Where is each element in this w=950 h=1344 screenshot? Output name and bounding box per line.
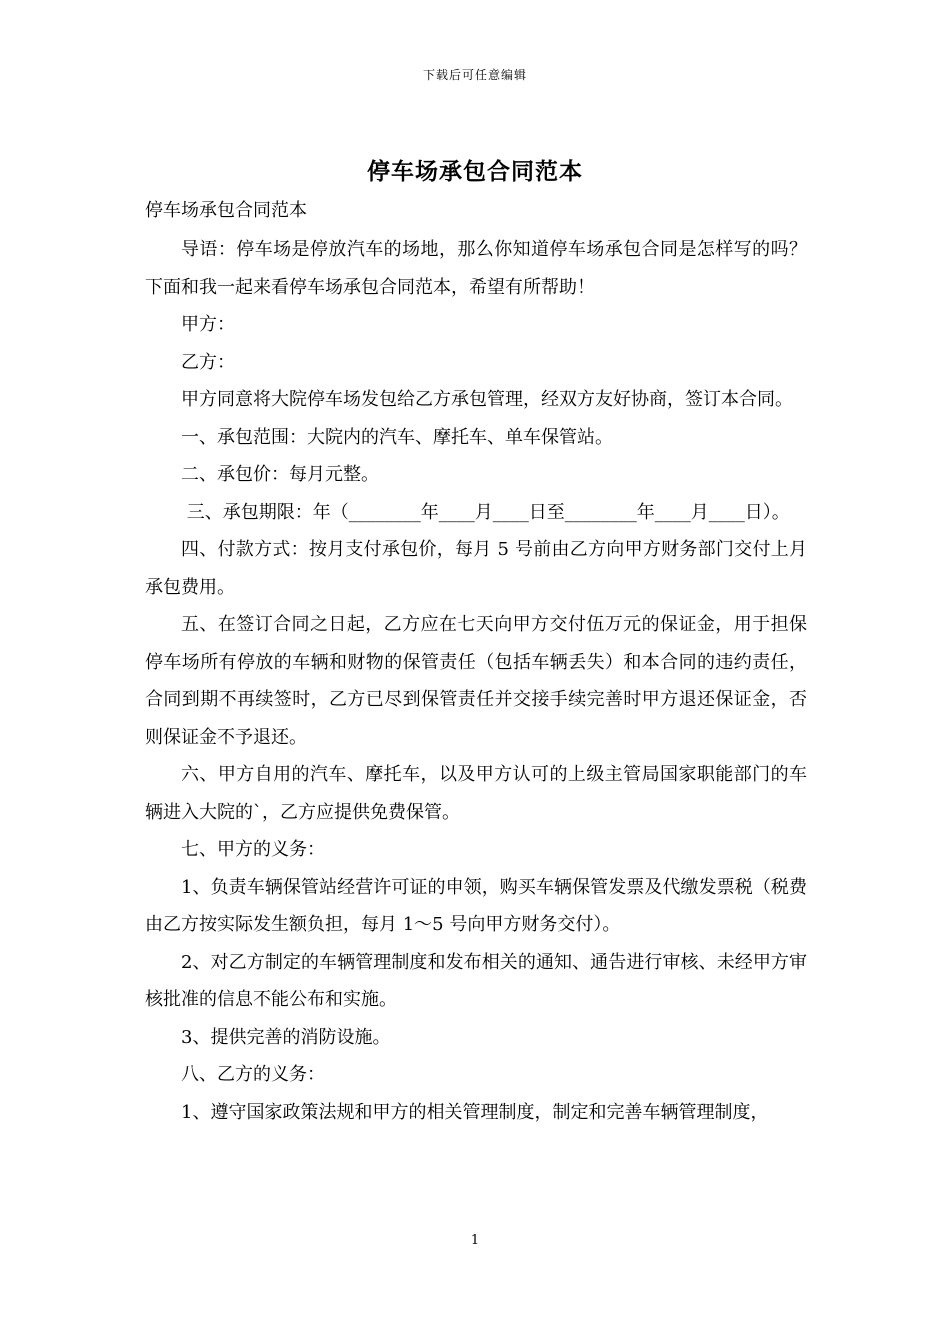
paragraph-party-a: 甲方： <box>181 314 235 335</box>
paragraph-clause-7-item-3: 3、提供完善的消防设施。 <box>181 1026 391 1048</box>
paragraph-clause-3: 三、承包期限：年（________年____月____日至________年____月____日）。 <box>181 501 790 523</box>
paragraph-party-b: 乙方： <box>181 351 235 373</box>
paragraph-clause-6: 六、甲方自用的汽车、摩托车，以及甲方认可的上级主管局国家职能部门的车辆进入大院的`，乙方应提供免费保管。 <box>145 764 807 823</box>
paragraph-clause-4: 四、付款方式：按月支付承包价，每月 5 号前由乙方向甲方财务部门交付上月承包费用。 <box>145 539 807 598</box>
document-title: 停车场承包合同范本 <box>367 158 583 185</box>
paragraph-clause-7-item-1: 1、负责车辆保管站经营许可证的申领，购买车辆保管发票及代缴发票税（税费由乙方按实际发生额负担，每月 1～5 号向甲方财务交付）。 <box>145 876 807 935</box>
paragraph-clause-7: 七、甲方的义务： <box>181 839 325 860</box>
paragraph-clause-5: 五、在签订合同之日起，乙方应在七天向甲方交付伍万元的保证金，用于担保停车场所有停放的车辆和财物的保管责任（包括车辆丢失）和本合同的违约责任，合同到期不再续签时，乙方已尽到保管责任并交接手续完善时甲方退还保证金，否则保证金不予退还。 <box>145 614 807 748</box>
paragraph-clause-2: 二、承包价：每月元整。 <box>181 464 379 485</box>
document-body <box>145 196 807 1131</box>
paragraph-clause-8-item-1: 1、遵守国家政策法规和甲方的相关管理制度，制定和完善车辆管理制度， <box>181 1101 769 1123</box>
paragraph-intro: 导语：停车场是停放汽车的场地，那么你知道停车场承包合同是怎样写的吗？下面和我一起来看停车场承包合同范本，希望有所帮助！ <box>145 239 807 298</box>
paragraph-agreement: 甲方同意将大院停车场发包给乙方承包管理，经双方友好协商，签订本合同。 <box>181 389 793 410</box>
paragraph-clause-1: 一、承包范围：大院内的汽车、摩托车、单车保管站。 <box>181 426 613 448</box>
page-number: 1 <box>470 1233 480 1248</box>
page-header-note: 下载后可任意编辑 <box>422 68 527 82</box>
paragraph-clause-7-item-2: 2、对乙方制定的车辆管理制度和发布相关的通知、通告进行审核、未经甲方审核批准的信息不能公布和实施。 <box>145 951 807 1010</box>
document-subtitle: 停车场承包合同范本 <box>145 200 307 221</box>
paragraph-clause-8: 八、乙方的义务： <box>181 1064 325 1085</box>
